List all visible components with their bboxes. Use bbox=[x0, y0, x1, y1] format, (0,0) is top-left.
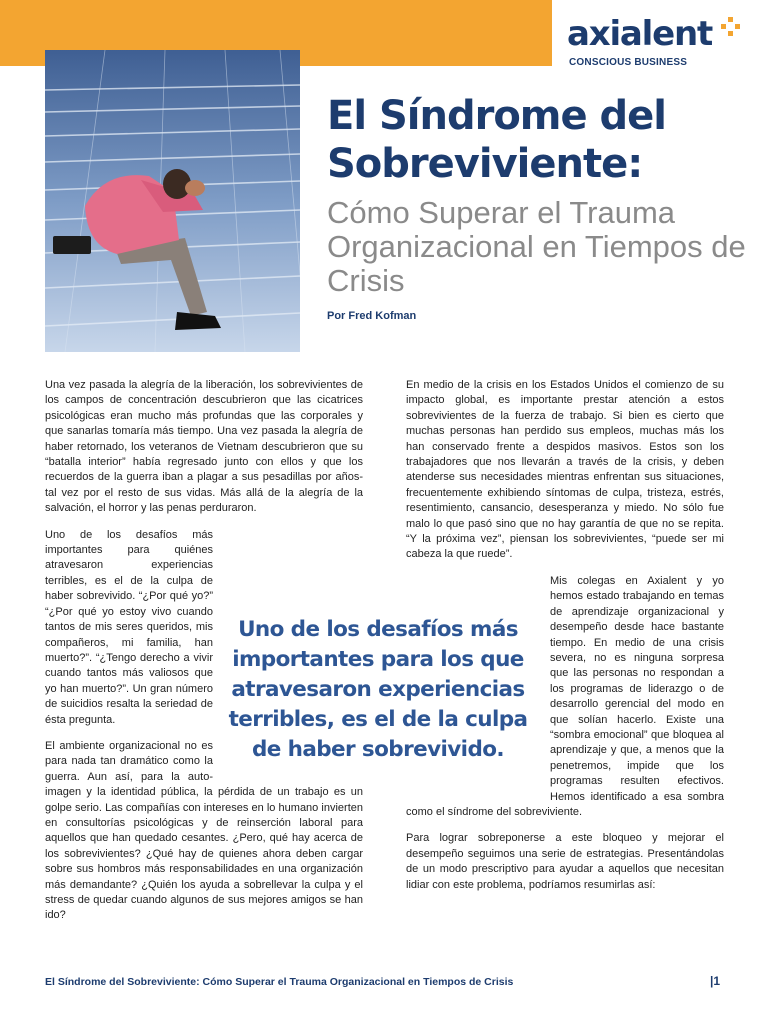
left-paragraph-1: Una vez pasada la alegría de la liberación, los sobrevivientes de los campos de concentración descubrieron que las cicatrices psicológicas eran mucho más profundas que las corporales y que sanarlas tomaría más tiempo. Una vez pasada la alegría de haber retornado, los veteranos de Vietnam descubrieron que su “batalla interior” había regresado junto con ellos y que los recuerdos de la guerra iban a plagar a sus pesadillas por años- tal vez por el resto de sus vidas. Más allá de la alegría de la salvación, el horror y las penas perduraron. bbox=[45, 379, 363, 515]
right-paragraph-3: Para lograr sobreponerse a este bloqueo y mejorar el desempeño seguimos una serie de estrategias. Presentándolas de un modo prescriptivo para ayudar a aquellos que necesitan lidiar con este problema, podríamos resumirlas así: bbox=[406, 832, 724, 891]
right-paragraph-2: Mis colegas en Axialent y yo hemos estado trabajando en temas de aprendizaje organizacional y desempeño desde hace bastante tiempo. En medio de una crisis severa, no es ninguna sorpresa que las personas no respondan a los programas de liderazgo o de desarrollo gerencial del modo en que solían hacerlo. Existe una “sombra emocional” que bloquea al aprendizaje y que, a menos que la penetremos, impide que los programas resulten efectivos. Hemos identificado a esa sombra como el síndrome del sobreviviente. bbox=[406, 574, 724, 818]
right-paragraph-1: En medio de la crisis en los Estados Unidos el comienzo de su impacto global, es importante prestar atención a estos sobrevivientes de la fuerza de trabajo. Si bien es cierto que muchas personas han perdido sus empleos, muchas más los han conservado frente a despidos masivos. Estos son los trabajadores que nos llevarán a través de la crisis, y deben atenderse sus necesidades mientras enfrentan sus situaciones, frecuentemente exhibiendo síntomas de culpa, tristeza, estrés, resentimiento, cansancio, desesperanza y miedo. No sólo fue malo lo que pasó sino que no hay garantía de que no se repita. “Y la próxima vez”, piensan los sobrevivientes, “puede ser mi cabeza la que ruede”. bbox=[406, 379, 724, 561]
logo-wordmark: axialent bbox=[567, 14, 713, 54]
article-title: El Síndrome del Sobreviviente: bbox=[327, 93, 667, 187]
pullquote: Uno de los desafíos más importantes para los que atravesaron experiencias terribles, es el de la culpa de haber sobrevivido. bbox=[228, 617, 528, 762]
left-paragraph-3: El ambiente organizacional no es para nada tan dramático como la guerra. Aun así, para la auto-imagen y la identidad pública, la pérdida de un trabajo es un golpe serio. Las compañías con intereses en lo humano invierten en consultorías psicológicas y de reinserción laboral para aquellos que han quedado cesantes. ¿Pero, qué hay acerca de los sobrevivientes? ¿Qué hay de quienes ahora deben cargar sobre sus hombros más responsabilidades en una organización más demandante? ¿Quién los ayuda a sobrellevar la culpa y el stress de quedar cuando algunos de sus mejores amigos se han ido? bbox=[45, 739, 363, 922]
logo-tagline: CONSCIOUS BUSINESS bbox=[569, 57, 688, 68]
footer-title: El Síndrome del Sobreviviente: Cómo Superar el Trauma Organizacional en Tiempos de Crisis bbox=[45, 976, 514, 988]
hero-photo-man-on-steps bbox=[45, 50, 300, 352]
article-author: Por Fred Kofman bbox=[327, 310, 417, 322]
article-subtitle: Cómo Superar el Trauma Organizacional en Tiempos de Crisis bbox=[327, 195, 746, 298]
title-block bbox=[327, 92, 747, 322]
left-paragraph-2: Uno de los desafíos más importantes para quiénes atravesaron experiencias terribles, es el de la culpa de haber sobrevivido. “¿Por qué yo?” “¿Por qué yo estoy vivo cuando tantos de mis seres queridos, mis compañeros, mi familia, han muerto?”. “¿Tengo derecho a vivir cuando tantos más valiosos que yo han muerto?”. Un gran número de suicidios resalta la seriedad de ésta pregunta. bbox=[45, 528, 213, 726]
page-number: |1 bbox=[710, 974, 721, 988]
axialent-logo bbox=[567, 14, 757, 74]
logo-sparkle-icon bbox=[717, 16, 743, 42]
